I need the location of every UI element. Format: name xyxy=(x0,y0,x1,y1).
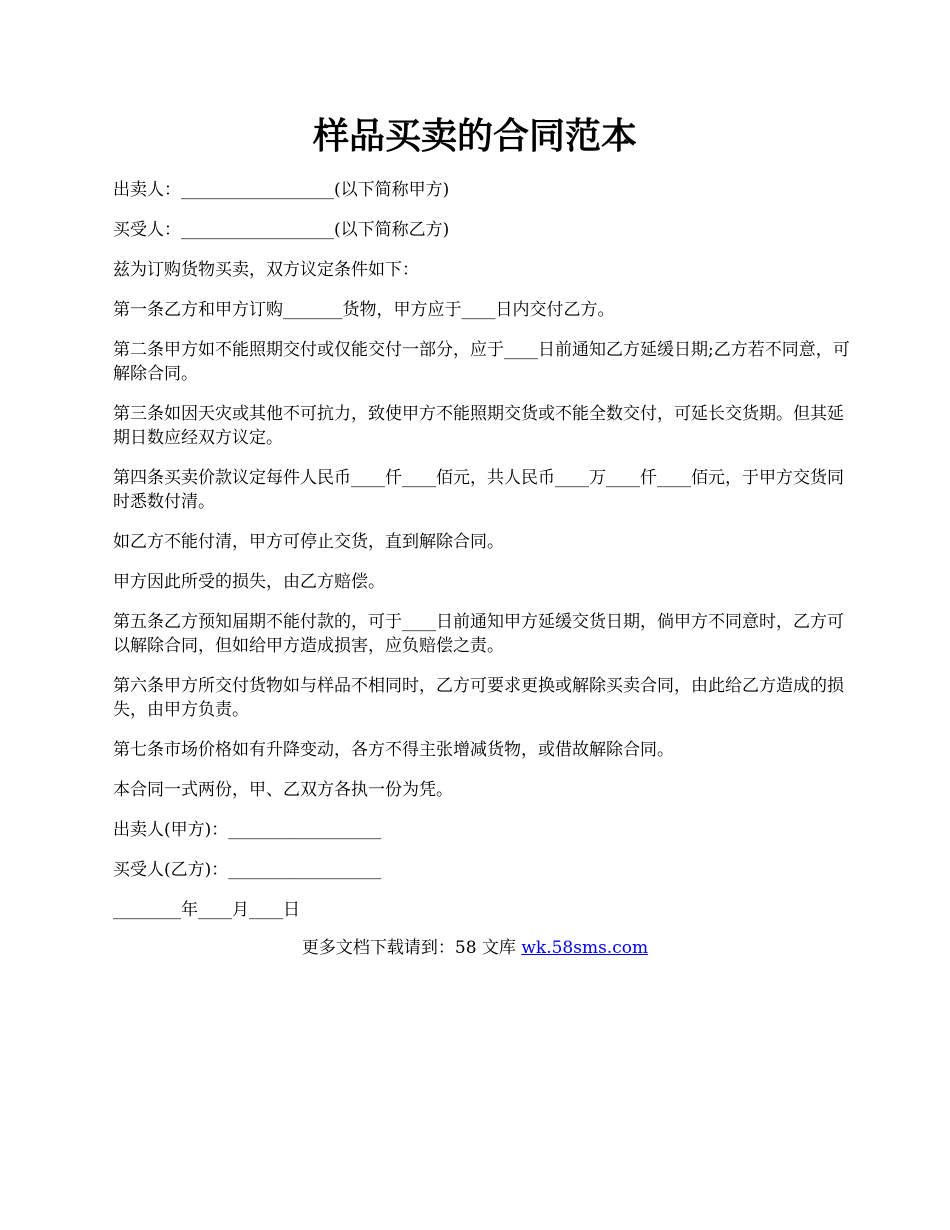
article-1: 第一条乙方和甲方订购_______货物，甲方应于____日内交付乙方。 xyxy=(113,300,615,320)
document-title: 样品买卖的合同范本 xyxy=(312,115,637,157)
footer-link[interactable]: wk.58sms.com xyxy=(521,938,649,958)
intro-paragraph: 兹为订购货物买卖，双方议定条件如下： xyxy=(113,260,419,280)
article-2: 第二条甲方如不能照期交付或仅能交付一部分，应于____日前通知乙方延缓日期;乙方若不同意，可解除合同。 xyxy=(113,340,850,384)
article-4-clause-b: 甲方因此所受的损失，由乙方赔偿。 xyxy=(113,572,385,592)
document-body xyxy=(113,178,858,938)
seller-line: 出卖人：__________________(以下简称甲方) xyxy=(113,180,450,200)
buyer-line: 买受人：__________________(以下简称乙方) xyxy=(113,220,450,240)
date-line: ________年____月____日 xyxy=(113,900,300,920)
article-7: 第七条市场价格如有升降变动，各方不得主张增减货物，或借故解除合同。 xyxy=(113,740,674,760)
copies-clause: 本合同一式两份，甲、乙双方各执一份为凭。 xyxy=(113,780,453,800)
article-5: 第五条乙方预知届期不能付款的，可于____日前通知甲方延缓交货日期，倘甲方不同意时，乙方可以解除合同，但如给甲方造成损害，应负赔偿之责。 xyxy=(113,612,844,656)
footer-text: 更多文档下载请到：58 文库 xyxy=(301,938,522,958)
article-3: 第三条如因天灾或其他不可抗力，致使甲方不能照期交货或不能全数交付，可延长交货期。但其延期日数应经双方议定。 xyxy=(113,404,844,448)
seller-signature-line: 出卖人(甲方)：__________________ xyxy=(113,820,382,840)
footer xyxy=(0,936,950,960)
article-6: 第六条甲方所交付货物如与样品不相同时，乙方可要求更换或解除买卖合同，由此给乙方造成的损失，由甲方负责。 xyxy=(113,676,844,720)
article-4-clause-a: 如乙方不能付清，甲方可停止交货，直到解除合同。 xyxy=(113,532,504,552)
buyer-signature-line: 买受人(乙方)：__________________ xyxy=(113,860,382,880)
article-4: 第四条买卖价款议定每件人民币____仟____佰元，共人民币____万____仟____佰元，于甲方交货同时悉数付清。 xyxy=(113,468,844,512)
